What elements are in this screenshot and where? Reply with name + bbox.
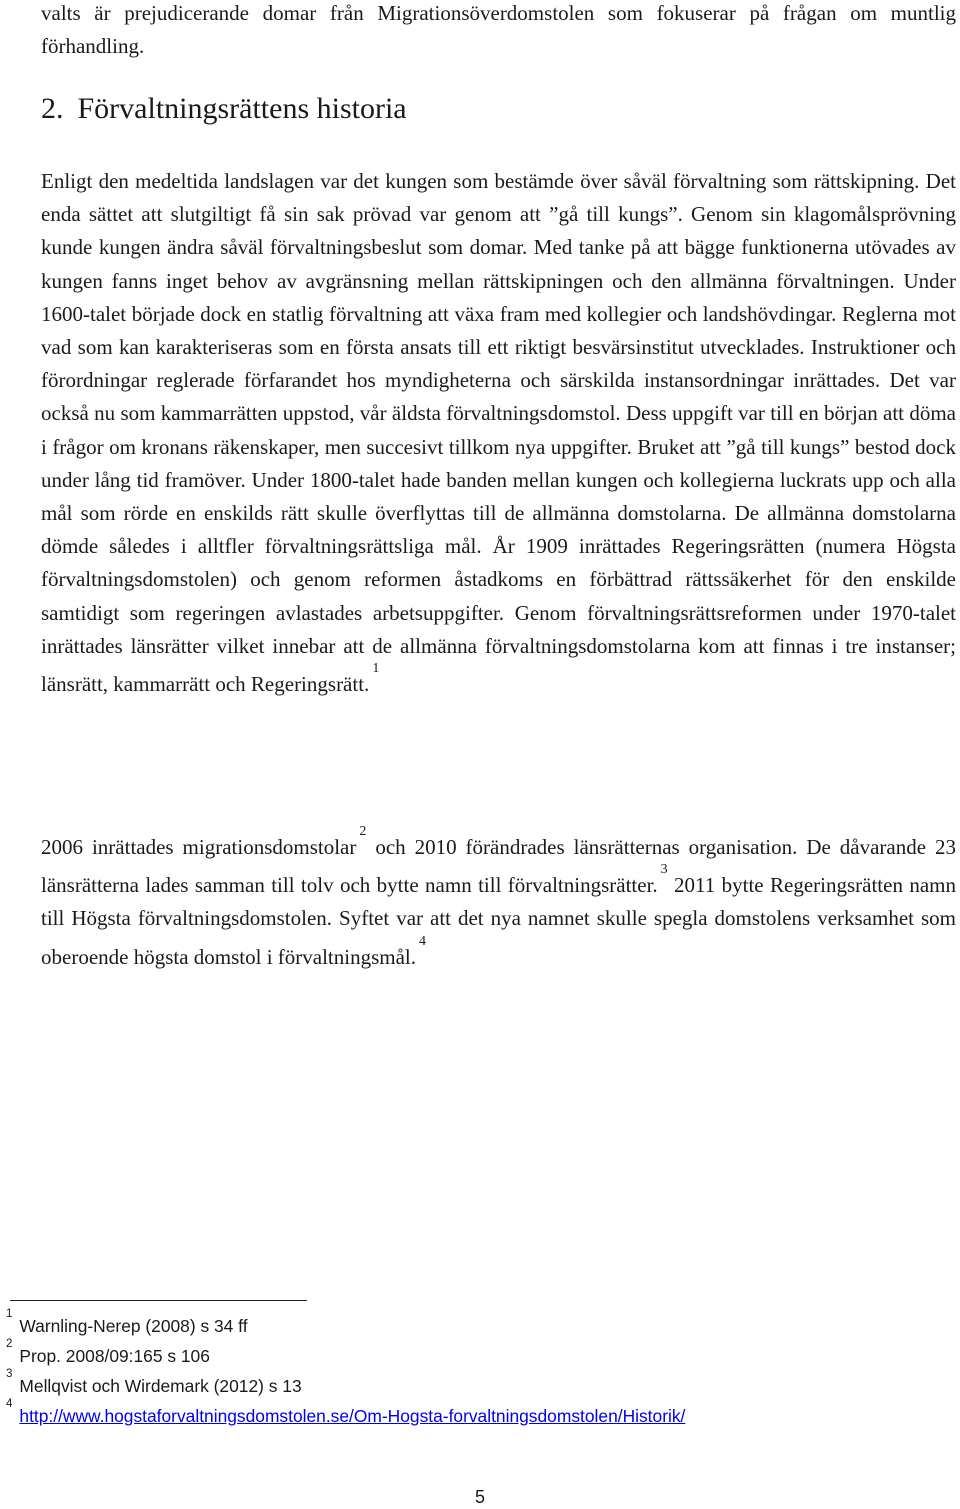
page-number: 5 [474, 1487, 485, 1507]
footnote-item [6, 1309, 685, 1339]
footnote-ref-2[interactable]: 2 [359, 824, 367, 839]
footnote-item [6, 1339, 685, 1369]
footnote-text: Prop. 2008/09:165 s 106 [19, 1345, 210, 1366]
footnote-number: 3 [6, 1368, 13, 1380]
footnote-item [6, 1369, 685, 1399]
reform-sentence-1: 2006 inrättades migrationsdomstolar [41, 835, 357, 859]
section-title: Förvaltningsrättens historia [77, 92, 407, 125]
reform-sentence-2: och 2010 förändrades länsrätternas organisation. De dåvarande 23 länsrätterna lades samman till tolv och bytte namn till förvaltningsrätter. [41, 835, 956, 898]
footnote-text: Warnling-Nerep (2008) s 34 ff [19, 1315, 248, 1336]
footnote-item [6, 1399, 685, 1429]
intro-paragraph: valts är prejudicerande domar från Migrationsöverdomstolen som fokuserar på frågan om muntlig förhandling. [41, 1, 956, 59]
history-paragraph [41, 165, 956, 701]
footnote-link[interactable]: http://www.hogstaforvaltningsdomstolen.se/Om-Hogsta-forvaltningsdomstolen/Historik/ [19, 1405, 686, 1426]
reform-sentence-3: 2011 bytte Regeringsrätten namn till Högsta förvaltningsdomstolen. Syftet var att det nya namnet skulle spegla domstolens verksamhet som oberoende högsta domstol i förvaltningsmål. [41, 873, 956, 969]
footnote-list [6, 1309, 685, 1429]
section-heading [41, 89, 407, 129]
section-number: 2. [41, 92, 64, 125]
footnote-ref-3[interactable]: 3 [660, 862, 668, 878]
footnote-text: Mellqvist och Wirdemark (2012) s 13 [19, 1375, 302, 1396]
footnote-ref-1[interactable]: 1 [372, 661, 380, 677]
reform-paragraph [41, 826, 956, 974]
history-paragraph-text: Enligt den medeltida landslagen var det kungen som bestämde över såväl förvaltning som rättskipning. Det enda sättet att slutgiltigt få sin sak prövad var genom att ”gå till kungs”. Genom sin klagomålsprövning kunde kungen ändra såväl förvaltningsbeslut som domar. Med tanke på att bägge funktionerna utövades av kungen fanns inget behov av avgränsning mellan rättskipningen och den allmänna förvaltningen. Under 1600-talet började dock en statlig förvaltning att växa fram med kollegier och landshövdingar. Reglerna mot vad som kan karakteriseras som en första ansats till ett riktigt besvärsinstitut utvecklades. Instruktioner och förordningar reglerade förfarandet hos myndigheterna och särskilda instansordningar inrättades. Det var också nu som kammarrätten uppstod, vår äldsta förvaltningsdomstol. Dess uppgift var till en början att döma i frågor om kronans räkenskaper, men succesivt tillkom nya uppgifter. Bruket att ”gå till kungs” bestod dock under lång tid framöver. Under 1800-talet hade banden mellan kungen och kollegierna luckrats upp och alla mål som rörde en enskilds rätt skulle överflyttas till de allmänna domstolarna. De allmänna domstolarna dömde således i alltfler förvaltningsrättsliga mål. År 1909 inrättades Regeringsrätten (numera Högsta förvaltningsdomstolen) och genom reformen åstadkoms en förbättrad rättssäkerhet för den enskilde samtidigt som regeringen avlastades arbetsuppgifter. Genom förvaltningsrättsreformen under 1970-talet inrättades länsrätter vilket innebar att de allmänna förvaltningsdomstolarna kom att finnas i tre instanser; länsrätt, kammarrätt och Regeringsrätt. [41, 169, 956, 697]
footnote-ref-4[interactable]: 4 [419, 933, 427, 949]
footnote-divider [10, 1300, 307, 1301]
footnote-number: 2 [6, 1338, 13, 1350]
footnote-number: 4 [6, 1398, 13, 1410]
footnote-number: 1 [6, 1308, 13, 1320]
